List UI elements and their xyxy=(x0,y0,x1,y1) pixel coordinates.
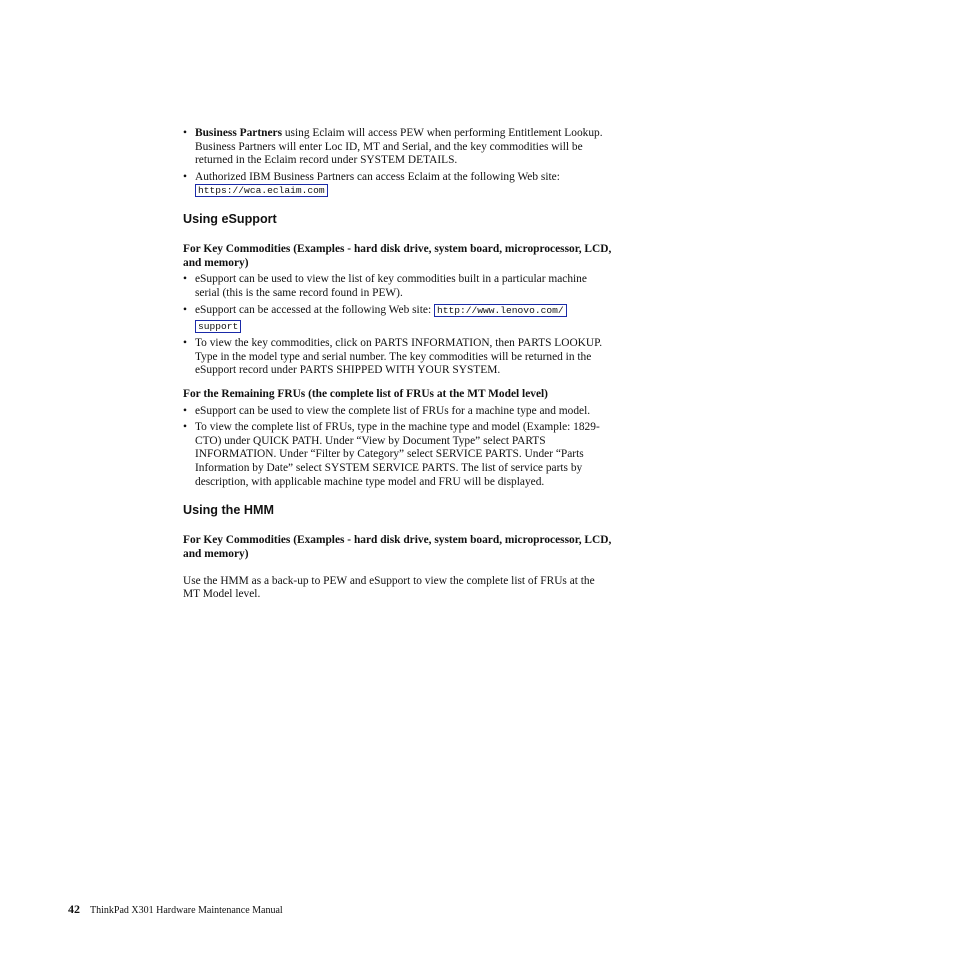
bullet-icon: • xyxy=(183,336,187,349)
eclaim-access-text: Authorized IBM Business Partners can access Eclaim at the following Web site: xyxy=(195,170,560,183)
list-item-text: To view the complete list of FRUs, type in the machine type and model (Example: 1829-CTO) under QUICK PATH. Under “View by Document Type” select PARTS INFORMATION. Under “Filter by Category” select SERVICE PARTS. Under “Parts Information by Date” select SYSTEM SERVICE PARTS. The list of service parts by description, with applicable machine type model and FRU will be displayed. xyxy=(195,420,600,488)
esupport-fru-list xyxy=(183,405,613,490)
list-item xyxy=(183,171,613,198)
list-item xyxy=(183,337,613,378)
list-item xyxy=(183,273,613,300)
hmm-heading: Using the HMM xyxy=(183,503,274,518)
page-footer xyxy=(68,902,283,917)
bullet-icon: • xyxy=(183,127,187,139)
list-item xyxy=(183,127,613,168)
bullet-icon: • xyxy=(183,304,187,317)
list-item xyxy=(183,405,613,419)
esupport-remaining-frus-subheading: For the Remaining FRUs (the complete list of FRUs at the MT Model level) xyxy=(183,387,548,400)
list-item-text: eSupport can be used to view the list of key commodities built in a particular machine serial (this is the same record found in PEW). xyxy=(195,273,587,300)
list-item-text: eSupport can be used to view the complete list of FRUs for a machine type and model. xyxy=(195,404,591,417)
bullet-icon: • xyxy=(183,273,187,286)
bullet-icon: • xyxy=(183,404,187,417)
esupport-key-list xyxy=(183,273,613,378)
document-title: ThinkPad X301 Hardware Maintenance Manual xyxy=(90,905,283,916)
bullet-icon: • xyxy=(183,170,187,183)
eclaim-list xyxy=(183,127,613,198)
hmm-key-commodities-subheading: For Key Commodities (Examples - hard disk drive, system board, microprocessor, LCD, and memory) xyxy=(183,534,612,561)
page-content xyxy=(183,127,613,602)
page-number: 42 xyxy=(68,902,80,916)
eclaim-link[interactable]: https://wca.eclaim.com xyxy=(195,184,328,197)
lenovo-support-link[interactable]: http://www.lenovo.com/ xyxy=(434,304,567,317)
list-item-text: To view the key commodities, click on PARTS INFORMATION, then PARTS LOOKUP. Type in the model type and serial number. The key commodities will be returned in the eSupport record under PARTS SHIPPED WITH YOUR SYSTEM. xyxy=(195,336,603,377)
business-partners-text: using Eclaim will access PEW when performing Entitlement Lookup. Business Partners will enter Loc ID, MT and Serial, and the key commodities will be returned in the Eclaim record under SYSTEM DETAILS. xyxy=(195,127,603,167)
list-item-text: eSupport can be accessed at the following Web site: xyxy=(195,304,434,317)
bullet-icon: • xyxy=(183,420,187,433)
list-item xyxy=(183,303,613,334)
list-item xyxy=(183,421,613,490)
lenovo-support-link-cont[interactable]: support xyxy=(195,320,241,333)
esupport-heading: Using eSupport xyxy=(183,212,277,227)
business-partners-label: Business Partners xyxy=(195,127,283,139)
esupport-key-commodities-subheading: For Key Commodities (Examples - hard disk drive, system board, microprocessor, LCD, and memory) xyxy=(183,243,612,269)
hmm-paragraph: Use the HMM as a back-up to PEW and eSupport to view the complete list of FRUs at the MT Model level. xyxy=(183,574,595,601)
